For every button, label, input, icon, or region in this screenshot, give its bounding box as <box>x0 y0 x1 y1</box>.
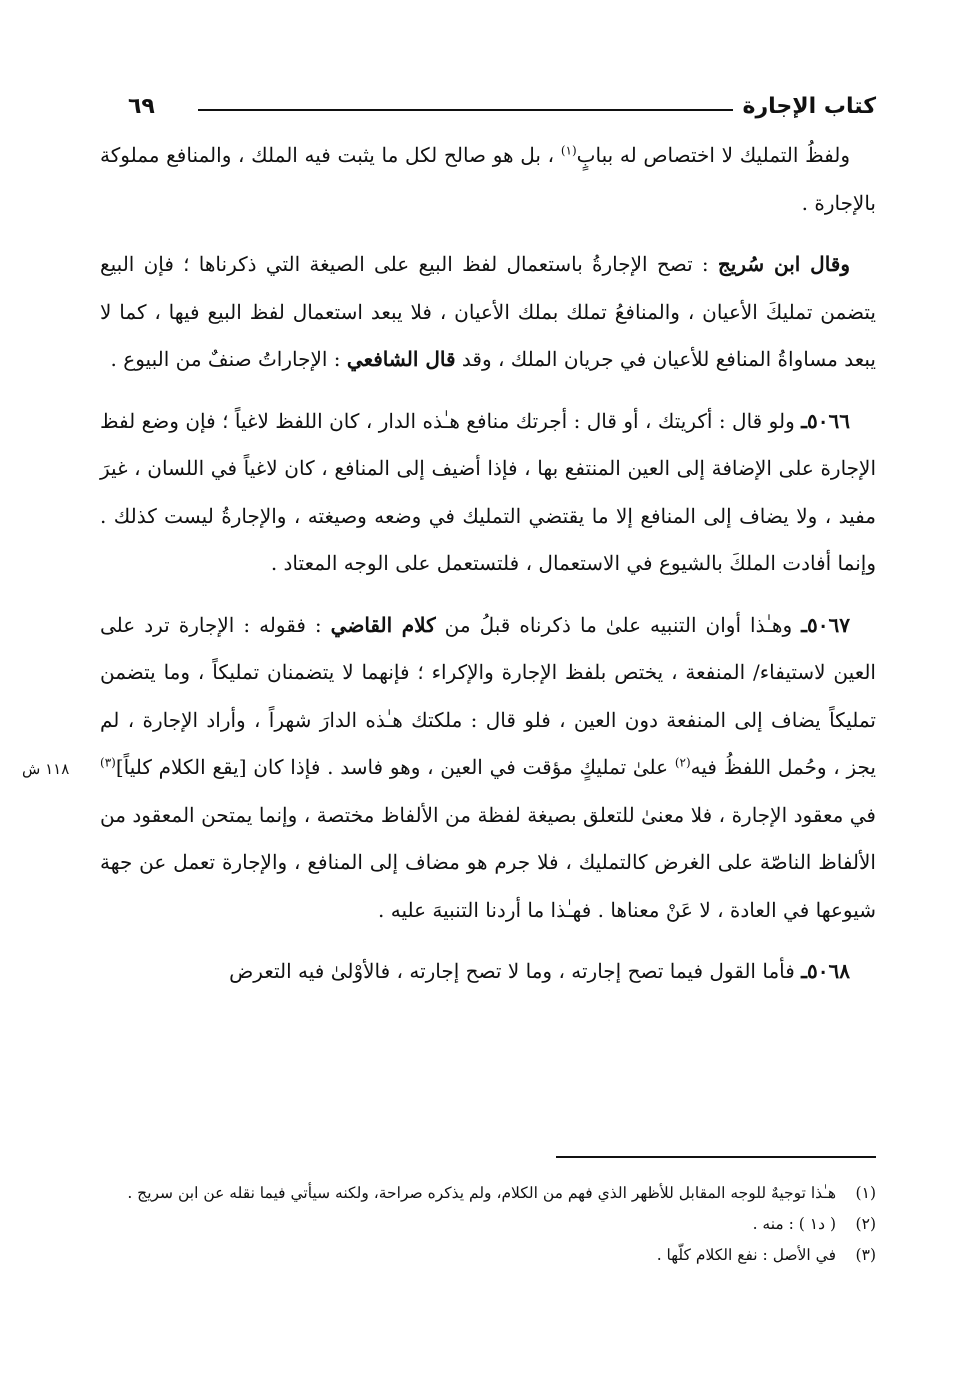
footnote-ref: (٣) <box>100 755 116 770</box>
scholar-name: قال الشافعي <box>346 347 456 371</box>
footnote-rule <box>556 1156 876 1158</box>
scholar-name: كلام القاضي <box>330 612 436 637</box>
paragraph-text: : تصح الإجارةُ باستعمال لفظ البيع على الصيغة التي ذكرناها ؛ فإن البيع يتضمن تمليكَ الأعيان ، والمنافعُ تملك بملك الأعيان ، فلا يبعد استعمال لفظ البيع فيها ، كما لا يبعد مساواةُ المنافع للأعيان في جريان الملك ، وقد <box>100 252 876 371</box>
page-header <box>100 88 876 124</box>
paragraph-text: ولو قال : أكريتك ، أو قال : أجرتك منافع هـٰذه الدار ، كان اللفظ لاغياً ؛ فإن وضع لفظ الإجارة على الإضافة إلى العين المنتفع بها ، فإذا أضيف إلى المنافع ، كان لاغياً في اللسان ، غيرَ مفيد ، ولا يضاف إلى المنافع إلا ما يقتضي التمليك في وضعه وصيغته ، والإجارةُ ليست كذلك . وإنما أفادت الملكَ بالشيوع في الاستعمال ، فلتستعمل على الوجه المعتاد . <box>100 408 876 575</box>
paragraph-4 <box>100 602 876 935</box>
footnote-1 <box>100 1180 876 1207</box>
footnote-number: (١) <box>855 1184 876 1202</box>
footnotes <box>100 1180 876 1273</box>
main-text <box>100 132 876 1010</box>
book-title: كتاب الإجارة <box>742 93 876 119</box>
paragraph-3 <box>100 398 876 588</box>
header-rule <box>198 109 733 111</box>
paragraph-1 <box>100 132 876 227</box>
paragraph-number: ٥٠٦٦ـ <box>801 408 850 433</box>
paragraph-text: في معقود الإجارة ، فلا معنىٰ للتعلق بصيغة لفظة من الألفاظ مختصة ، وإنما يمتحن المعقود من الألفاظ الناصّة على الغرض كالتمليك ، فلا جرم هو مضاف إلى المنافع ، والإجارة تعمل عن جهة شيوعها في العادة ، لا عَنْ معناها . فهـٰذا ما أردنا التنبيهَ عليه . <box>100 802 876 922</box>
paragraph-text: : الإجاراتُ صنفٌ من البيوع . <box>110 347 347 371</box>
paragraph-2 <box>100 241 876 384</box>
margin-note: ١١٨ ش <box>22 760 70 778</box>
paragraph-number: ٥٠٦٧ـ <box>801 612 850 637</box>
page-number: ٦٩ <box>128 93 155 119</box>
footnote-text: هـٰذا توجيهٌ للوجه المقابل للأظهر الذي فهم من الكلام، ولم يذكره صراحة، ولكنه سيأتي فيما نقله عن ابن سريج . <box>127 1184 836 1202</box>
paragraph-text: وهـٰذا أوان التنبيه علىٰ ما ذكرناه قبلُ من <box>435 612 802 637</box>
footnote-3 <box>100 1242 876 1269</box>
footnote-number: (٣) <box>855 1246 876 1264</box>
paragraph-5 <box>100 948 876 996</box>
footnote-ref: (١) <box>560 143 577 158</box>
paragraph-number: ٥٠٦٨ـ <box>801 959 850 983</box>
footnote-2 <box>100 1211 876 1238</box>
footnote-text: في الأصل : نفع الكلام كلّها . <box>656 1246 836 1264</box>
footnote-text: ( د١ ) : منه . <box>752 1215 836 1233</box>
paragraph-text: : فقوله : الإجارة ترد على العين لاستيفاء/ المنفعة ، يختص بلفظ الإجارة والإكراء ؛ فإنهما لا يتضمنان تمليكاً ، وما يتضمن تمليكاً يضاف إلى المنفعة دون العين ، فلو قال : ملكتك هـٰذه الدارَ شهراً ، وأراد الإجارة ، لم يجز ، وحُمل اللفظُ فيه <box>100 612 876 779</box>
paragraph-text: علىٰ تمليكٍ مؤقت في العين ، وهو فاسد . فإذا كان [يقع الكلام كلياً] <box>115 755 675 779</box>
footnote-ref: (٢) <box>674 755 691 770</box>
paragraph-text: ، بل هو صالح لكل ما يثبت فيه الملك ، والمنافع مملوكة بالإجارة . <box>100 143 876 215</box>
scholar-name: وقال ابن سُريج <box>717 252 851 276</box>
paragraph-text: ولفظُ التمليك لا اختصاص له ببابٍ <box>576 143 850 167</box>
paragraph-text: فأما القول فيما تصح إجارته ، وما لا تصح إجارته ، فالأوْلىٰ فيه التعرض <box>229 959 802 983</box>
footnote-number: (٢) <box>855 1215 876 1233</box>
